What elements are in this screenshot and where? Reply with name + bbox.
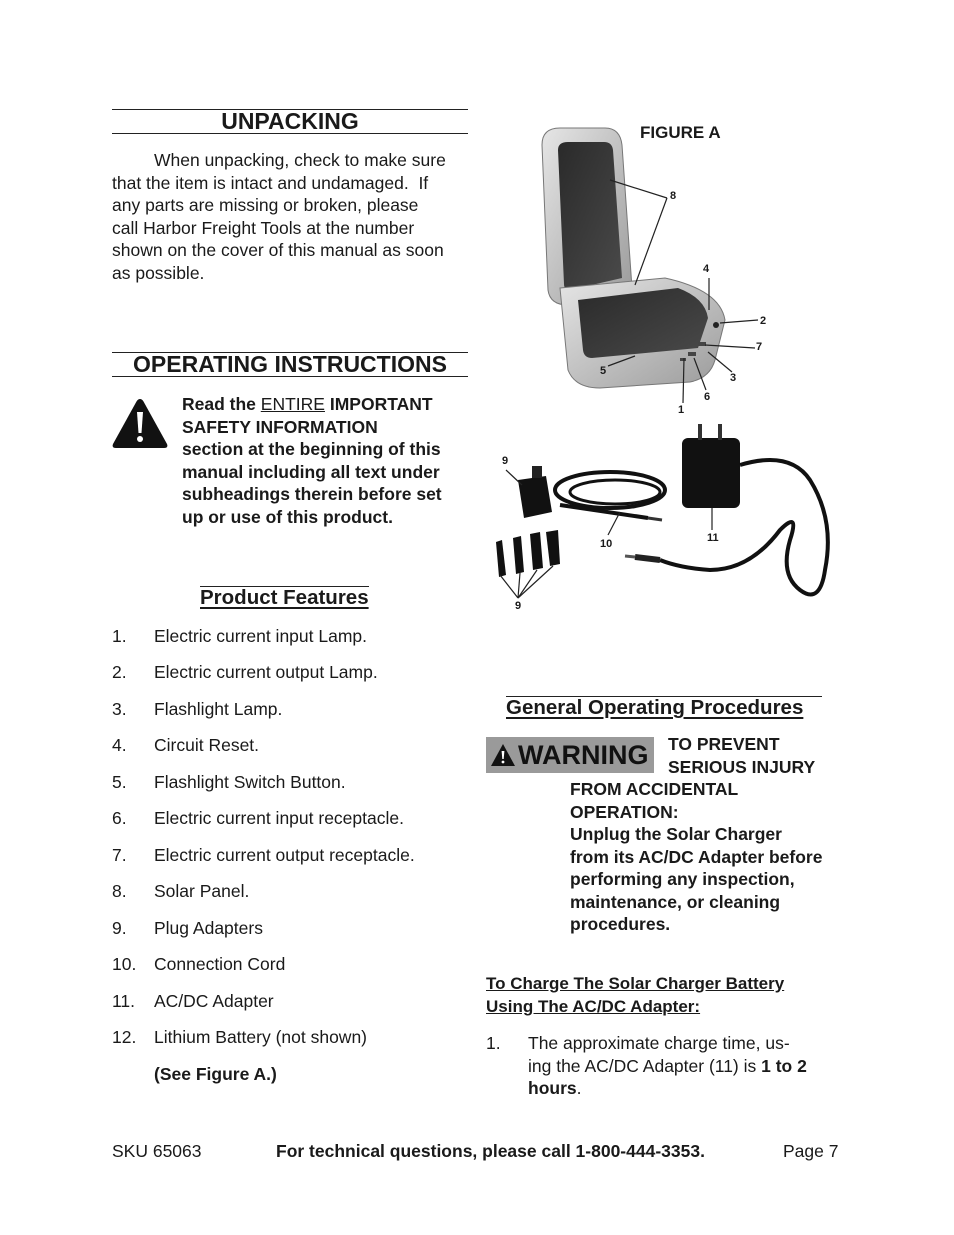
item-text: Electric current input receptacle. xyxy=(154,808,404,828)
callout-6: 6 xyxy=(704,391,711,403)
safety-text: manual including all text under xyxy=(182,461,440,482)
callout-9-top: 9 xyxy=(502,455,509,467)
charge-heading-line: Using The AC/DC Adapter: xyxy=(486,996,701,1016)
item-number: 11. xyxy=(112,991,136,1011)
item-number: 8. xyxy=(112,881,127,901)
warning-triangle-icon xyxy=(111,397,169,451)
item-text: Flashlight Switch Button. xyxy=(154,772,346,792)
safety-text: IMPORTANT xyxy=(329,394,433,414)
item-text: Lithium Battery (not shown) xyxy=(154,1027,368,1047)
item-text: Flashlight Lamp. xyxy=(154,699,283,719)
unpacking-line: shown on the cover of this manual as soon xyxy=(112,240,444,260)
warning-line: procedures. xyxy=(570,914,671,934)
warning-line: TO PREVENT xyxy=(668,734,780,754)
charge-time-emphasis: 1 to 2 xyxy=(761,1055,807,1076)
item-number: 2. xyxy=(112,662,127,682)
charge-step xyxy=(528,1032,807,1100)
warning-line: performing any inspection, xyxy=(570,869,795,889)
callout-8: 8 xyxy=(670,190,677,202)
figure-title: FIGURE A xyxy=(640,123,721,142)
item-text: Electric current output receptacle. xyxy=(154,845,415,865)
callout-2: 2 xyxy=(760,315,767,327)
item-text: Electric current output Lamp. xyxy=(154,662,378,682)
callout-4: 4 xyxy=(703,263,710,275)
callout-9-bottom: 9 xyxy=(515,600,522,612)
charge-heading xyxy=(486,973,784,1018)
item-number: 1. xyxy=(112,626,127,646)
item-text: Solar Panel. xyxy=(154,881,250,901)
callout-3: 3 xyxy=(730,372,737,384)
charge-step-line: The approximate charge time, us- xyxy=(528,1033,790,1053)
warning-label: WARNING xyxy=(518,740,649,770)
accessories xyxy=(496,424,828,595)
warning-line: OPERATION: xyxy=(570,801,679,822)
charge-step-text: ing the AC/DC Adapter (11) is xyxy=(528,1055,762,1076)
warning-text-top xyxy=(668,733,815,778)
safety-text: Read the xyxy=(182,394,256,414)
item-number: 6. xyxy=(112,808,127,828)
charge-time-emphasis: hours xyxy=(528,1078,577,1098)
features-heading: Product Features xyxy=(200,586,369,609)
charge-heading-line: To Charge The Solar Charger Battery xyxy=(486,974,785,993)
solar-charger-device xyxy=(542,128,725,388)
safety-text: up or use of this product. xyxy=(182,506,393,527)
unpacking-paragraph xyxy=(112,149,482,284)
warning-line: SERIOUS INJURY xyxy=(668,756,816,777)
charge-step-text: . xyxy=(576,1078,582,1098)
item-number: 7. xyxy=(112,845,127,865)
safety-notice xyxy=(182,393,472,528)
charge-step-number: 1. xyxy=(486,1033,501,1053)
callout-10: 10 xyxy=(600,538,613,550)
warning-line: FROM ACCIDENTAL xyxy=(570,779,739,799)
operating-heading: OPERATING INSTRUCTIONS xyxy=(112,352,468,377)
item-number: 10. xyxy=(112,954,137,974)
warning-triangle-small-icon xyxy=(490,743,516,767)
safety-text: section at the beginning of this xyxy=(182,439,441,459)
item-text: Circuit Reset. xyxy=(154,735,260,755)
item-number: 4. xyxy=(112,735,127,755)
item-number: 3. xyxy=(112,699,127,719)
warning-text-body xyxy=(570,778,822,936)
safety-emphasis: ENTIRE xyxy=(260,394,325,414)
warning-line: Unplug the Solar Charger xyxy=(570,824,782,844)
item-text: Electric current input Lamp. xyxy=(154,626,368,646)
unpacking-line: that the item is intact and undamaged. If xyxy=(112,172,429,193)
figure-a-illustration xyxy=(480,120,850,620)
callout-7: 7 xyxy=(756,341,763,353)
footer-sku: SKU 65063 xyxy=(112,1141,202,1161)
safety-text: SAFETY INFORMATION xyxy=(182,416,378,437)
warning-badge xyxy=(486,737,654,773)
item-text: Connection Cord xyxy=(154,954,286,974)
unpacking-line: any parts are missing or broken, please xyxy=(112,195,419,215)
unpacking-line: When unpacking, check to make sure xyxy=(154,150,446,170)
general-heading: General Operating Procedures xyxy=(506,696,822,719)
warning-line: maintenance, or cleaning xyxy=(570,891,781,912)
callout-5: 5 xyxy=(600,365,607,377)
footer-page-number: Page 7 xyxy=(783,1141,839,1161)
unpacking-heading: UNPACKING xyxy=(112,109,468,134)
unpacking-line: as possible. xyxy=(112,262,205,283)
item-text: AC/DC Adapter xyxy=(154,991,274,1011)
warning-line: from its AC/DC Adapter before xyxy=(570,846,823,867)
safety-text: subheadings therein before set xyxy=(182,484,442,504)
see-figure-note: (See Figure A.) xyxy=(154,1064,277,1084)
callout-11: 11 xyxy=(707,532,719,544)
item-number: 9. xyxy=(112,918,127,938)
item-number: 12. xyxy=(112,1027,137,1047)
callout-1: 1 xyxy=(678,404,685,416)
item-number: 5. xyxy=(112,772,127,792)
unpacking-line: call Harbor Freight Tools at the number xyxy=(112,217,415,238)
item-text: Plug Adapters xyxy=(154,918,263,938)
footer-tech-support: For technical questions, please call 1-800-444-3353. xyxy=(276,1141,705,1161)
